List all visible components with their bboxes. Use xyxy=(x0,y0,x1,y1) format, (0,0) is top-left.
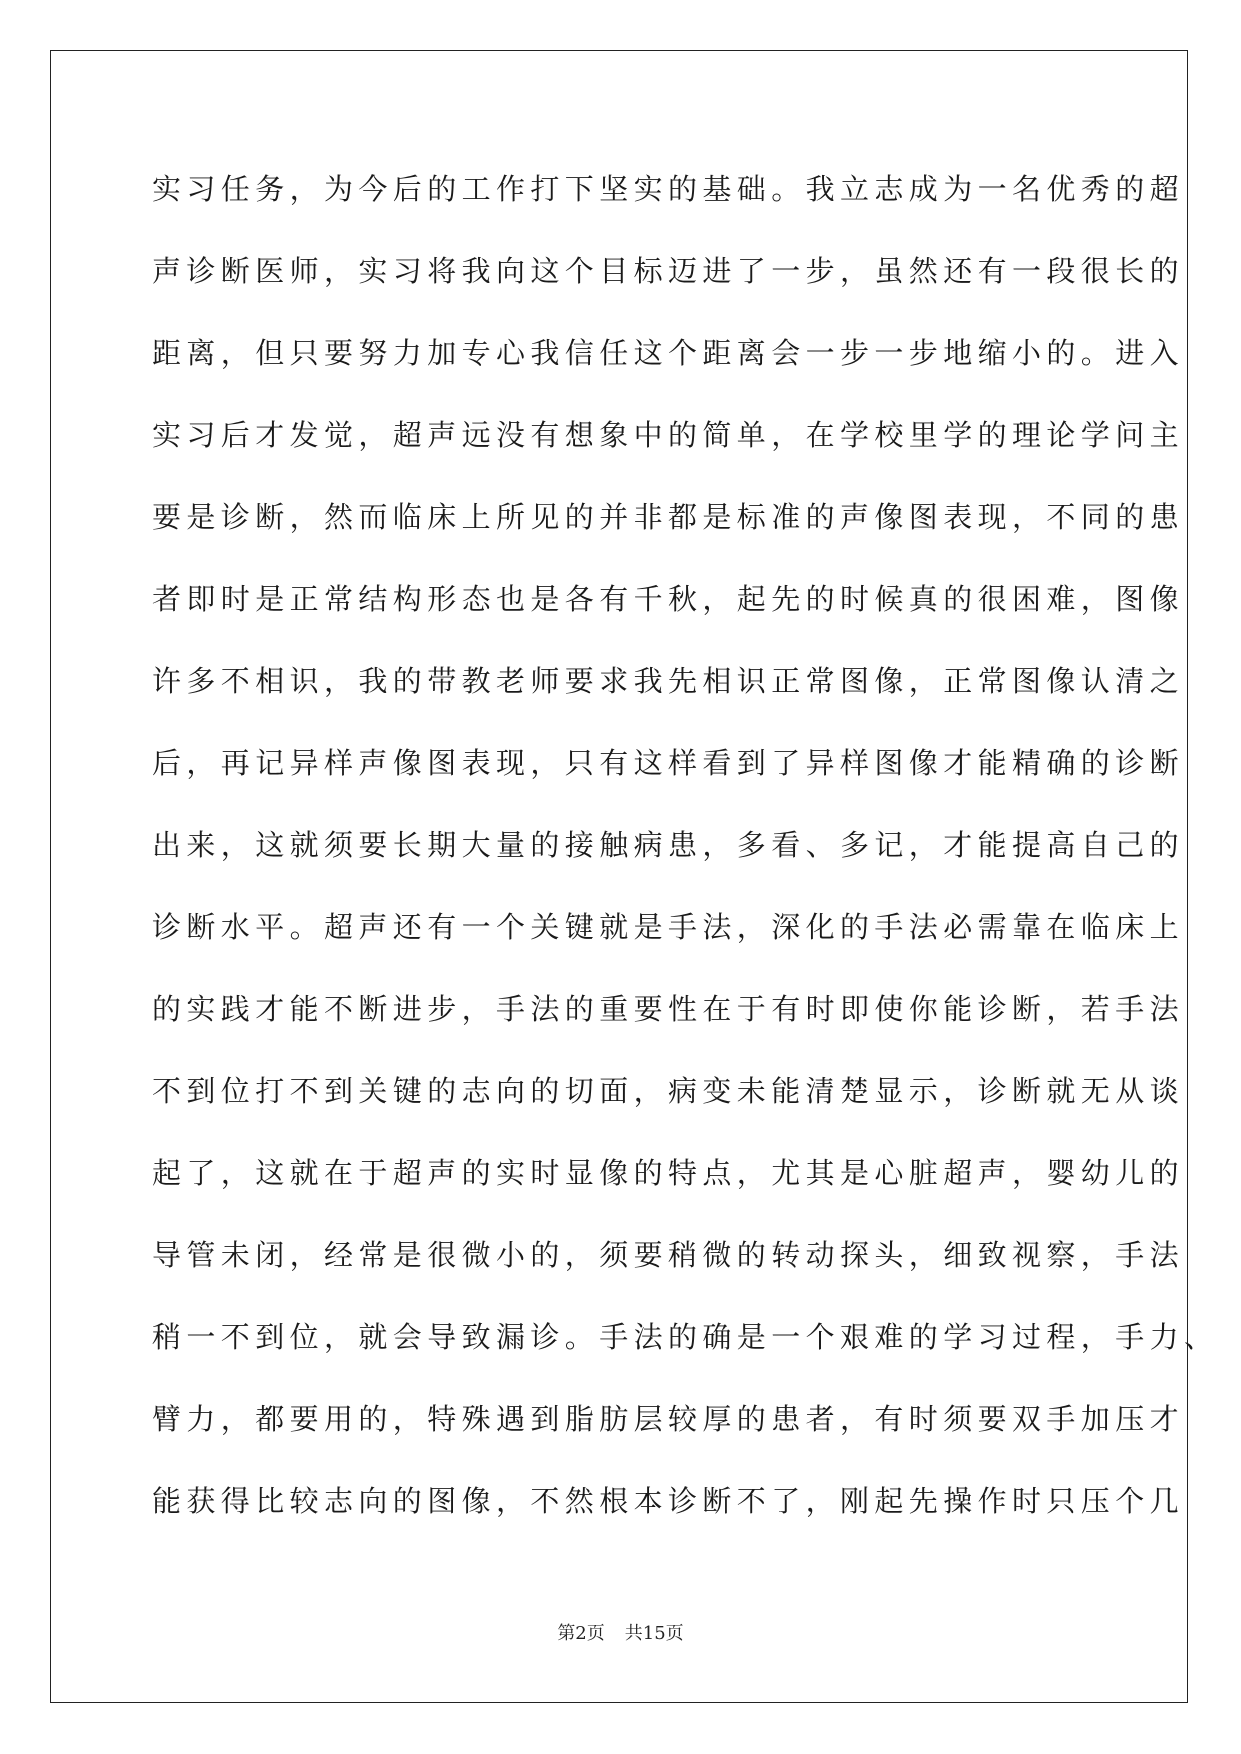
page-number: 第2页 xyxy=(557,1623,605,1644)
page-footer xyxy=(0,1619,1241,1645)
text-line: 实习后才发觉，超声远没有想象中的简单，在学校里学的理论学问主 xyxy=(152,418,1185,452)
text-line: 出来，这就须要长期大量的接触病患，多看、多记，才能提高自己的 xyxy=(152,828,1185,862)
text-line: 稍一不到位，就会导致漏诊。手法的确是一个艰难的学习过程，手力、 xyxy=(152,1320,1219,1354)
document-body xyxy=(152,160,1219,1554)
text-line: 后，再记异样声像图表现，只有这样看到了异样图像才能精确的诊断 xyxy=(152,746,1185,780)
text-line: 起了，这就在于超声的实时显像的特点，尤其是心脏超声，婴幼儿的 xyxy=(152,1156,1185,1190)
text-line: 不到位打不到关键的志向的切面，病变未能清楚显示，诊断就无从谈 xyxy=(152,1074,1185,1108)
text-line: 声诊断医师，实习将我向这个目标迈进了一步，虽然还有一段很长的 xyxy=(152,254,1185,288)
text-line: 诊断水平。超声还有一个关键就是手法，深化的手法必需靠在临床上 xyxy=(152,910,1185,944)
text-line: 许多不相识，我的带教老师要求我先相识正常图像，正常图像认清之 xyxy=(152,664,1185,698)
text-line: 要是诊断，然而临床上所见的并非都是标准的声像图表现，不同的患 xyxy=(152,500,1185,534)
text-line: 者即时是正常结构形态也是各有千秋，起先的时候真的很困难，图像 xyxy=(152,582,1185,616)
text-line: 能获得比较志向的图像，不然根本诊断不了，刚起先操作时只压个几 xyxy=(152,1484,1185,1518)
text-line: 臂力，都要用的，特殊遇到脂肪层较厚的患者，有时须要双手加压才 xyxy=(152,1402,1185,1436)
text-line: 的实践才能不断进步，手法的重要性在于有时即使你能诊断，若手法 xyxy=(152,992,1185,1026)
page-total: 共15页 xyxy=(624,1623,684,1644)
text-line: 导管未闭，经常是很微小的，须要稍微的转动探头，细致视察，手法 xyxy=(152,1238,1185,1272)
text-line: 距离，但只要努力加专心我信任这个距离会一步一步地缩小的。进入 xyxy=(152,336,1185,370)
text-line: 实习任务，为今后的工作打下坚实的基础。我立志成为一名优秀的超 xyxy=(152,172,1185,206)
